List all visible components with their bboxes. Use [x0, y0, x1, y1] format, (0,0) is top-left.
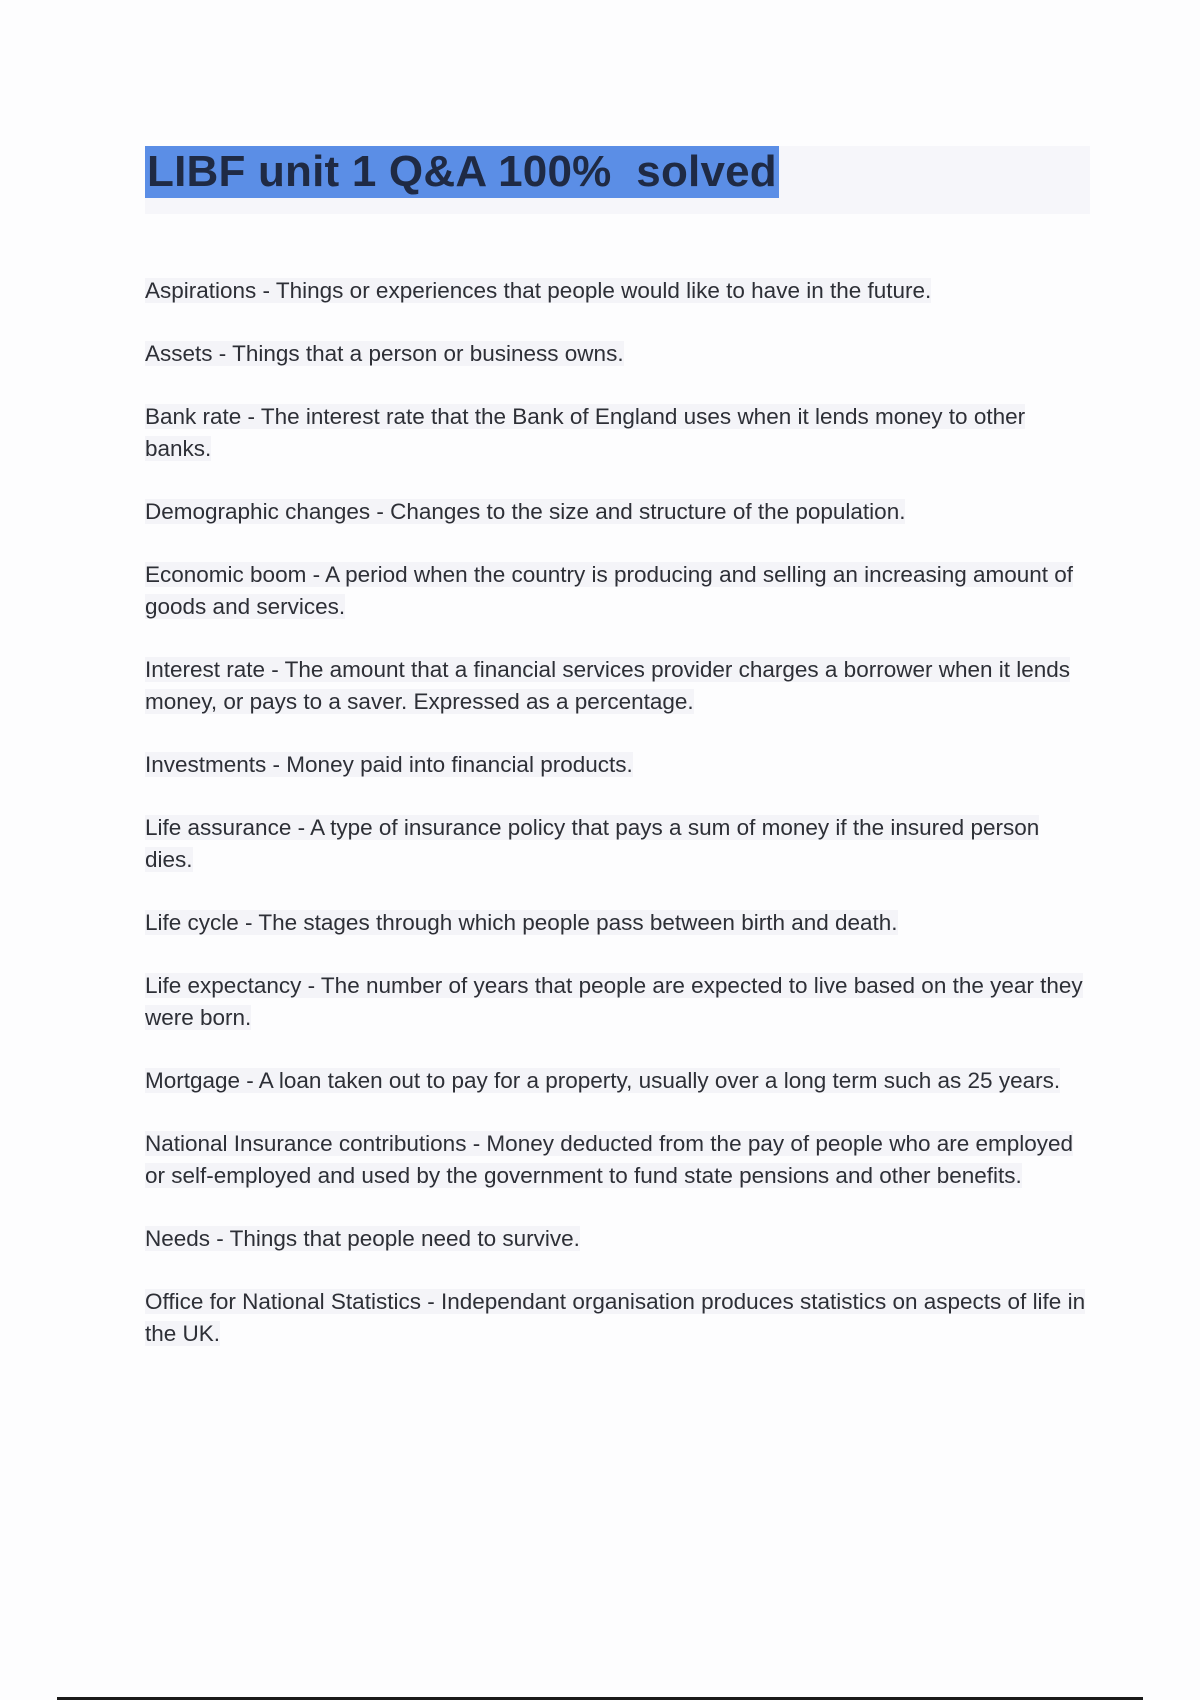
glossary-entry: [145, 559, 1090, 623]
entry-text: Life cycle - The stages through which people pass between birth and death.: [145, 910, 898, 935]
glossary-entry: [145, 496, 1090, 528]
entry-text: Economic boom - A period when the country is producing and selling an increasing amount of goods and services.: [145, 562, 1074, 619]
glossary-entry: [145, 654, 1090, 718]
entry-text: Office for National Statistics - Independant organisation produces statistics on aspects of life in the UK.: [145, 1289, 1086, 1346]
glossary-entry: [145, 970, 1090, 1034]
glossary-entry: [145, 1065, 1090, 1097]
entry-text: Bank rate - The interest rate that the Bank of England uses when it lends money to other banks.: [145, 404, 1026, 461]
entry-text: Assets - Things that a person or business owns.: [145, 341, 624, 366]
glossary-list: [145, 275, 1090, 1381]
glossary-entry: [145, 812, 1090, 876]
entry-text: Interest rate - The amount that a financial services provider charges a borrower when it lends money, or pays to a saver. Expressed as a percentage.: [145, 657, 1071, 714]
glossary-entry: [145, 907, 1090, 939]
glossary-entry: [145, 749, 1090, 781]
entry-text: Demographic changes - Changes to the size and structure of the population.: [145, 499, 906, 524]
glossary-entry: [145, 1223, 1090, 1255]
glossary-entry: [145, 401, 1090, 465]
glossary-entry: [145, 338, 1090, 370]
entry-text: Needs - Things that people need to survive.: [145, 1226, 580, 1251]
entry-text: Life expectancy - The number of years that people are expected to live based on the year they were born.: [145, 973, 1083, 1030]
entry-text: National Insurance contributions - Money deducted from the pay of people who are employed or self-employed and used by the government to fund state pensions and other benefits.: [145, 1131, 1074, 1188]
glossary-entry: [145, 1286, 1090, 1350]
document-title[interactable]: LIBF unit 1 Q&A 100% solved: [147, 147, 777, 196]
glossary-entry: [145, 275, 1090, 307]
entry-text: Life assurance - A type of insurance policy that pays a sum of money if the insured person dies.: [145, 815, 1040, 872]
entry-text: Aspirations - Things or experiences that people would like to have in the future.: [145, 278, 932, 303]
glossary-entry: [145, 1128, 1090, 1192]
entry-text: Investments - Money paid into financial products.: [145, 752, 633, 777]
entry-text: Mortgage - A loan taken out to pay for a property, usually over a long term such as 25 years.: [145, 1068, 1061, 1093]
